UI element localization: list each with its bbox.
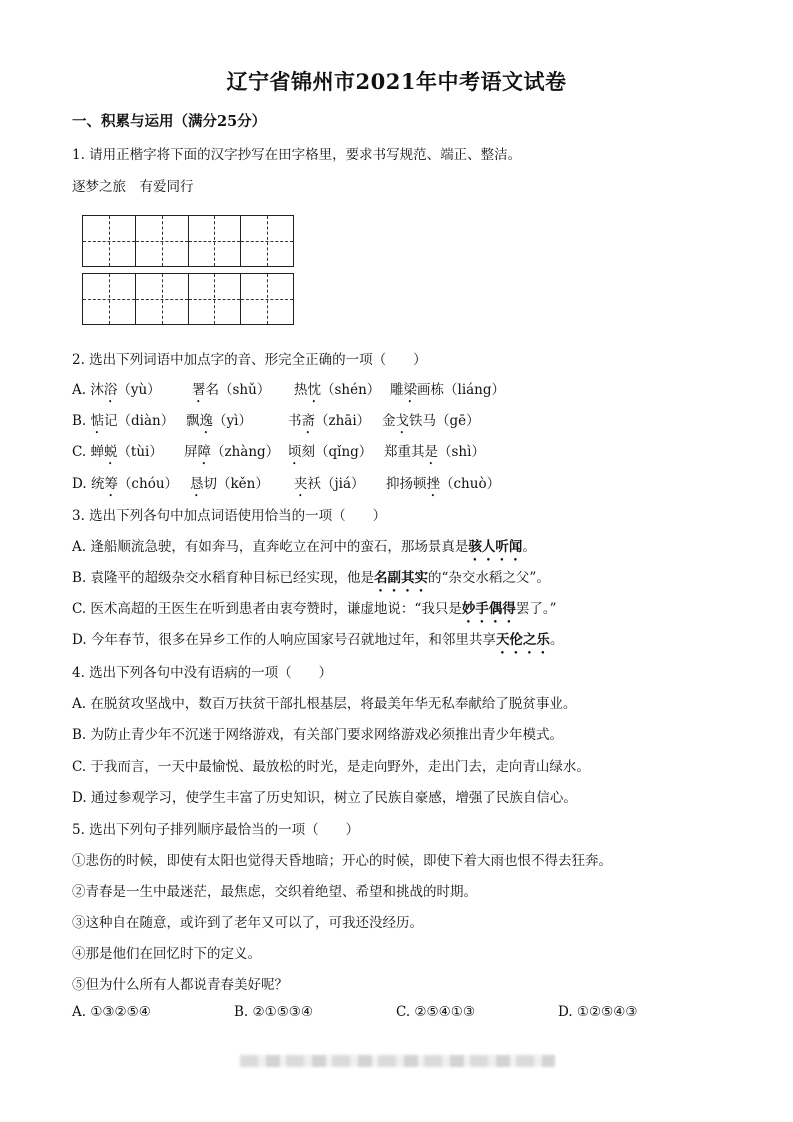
q2-option-c-word-1: C. 蝉蜕（tùi） <box>72 444 163 460</box>
grid-cell <box>83 274 136 324</box>
q4-stem: 4. 选出下列各句中没有语病的一项（ ） <box>72 665 333 681</box>
q2-option-a-word-1: A. 沐浴（yù） <box>72 382 161 398</box>
grid-cell <box>241 216 293 266</box>
tianzige-grid-row-2 <box>82 273 294 325</box>
q5-option-b: B. ②①⑤③④ <box>234 1004 314 1020</box>
q2-option-a-word-4: 雕梁画栋（liáng） <box>390 382 506 398</box>
q5-sentence-3: ③这种自在随意，或许到了老年又可以了，可我还没经历。 <box>72 915 423 931</box>
q2-option-d-word-2: 恳切（kěn） <box>190 476 269 492</box>
q1-stem: 1. 请用正楷字将下面的汉字抄写在田字格里，要求书写规范、端正、整洁。 <box>72 147 522 163</box>
q5-sentence-5: ⑤但为什么所有人都说青春美好呢？ <box>72 977 288 993</box>
grid-cell <box>189 274 242 324</box>
q2-option-d-word-1: D. 统筹（chóu） <box>72 476 179 492</box>
q2-option-c-word-3: 顷刻（qǐng） <box>288 444 373 460</box>
q2-option-a-word-2: 署名（shǔ） <box>192 382 271 398</box>
q2-option-b-word-3: 书斋（zhāi） <box>288 413 371 429</box>
q2-option-b-word-4: 金戈铁马（gē） <box>382 413 480 429</box>
q2-stem: 2. 选出下列词语中加点字的音、形完全正确的一项（ ） <box>72 352 427 368</box>
q3-option-c: C. 医术高超的王医生在听到患者由衷夸赞时，谦虚地说：“我只是妙手偶得罢了。” <box>72 601 557 617</box>
q4-option-a: A. 在脱贫攻坚战中，数百万扶贫干部扎根基层，将最美年华无私奉献给了脱贫事业。 <box>72 696 577 712</box>
q3-stem: 3. 选出下列各句中加点词语使用恰当的一项（ ） <box>72 508 387 524</box>
q5-sentence-4: ④那是他们在回忆时下的定义。 <box>72 946 261 962</box>
page-title: 辽宁省锦州市2021年中考语文试卷 <box>226 69 567 94</box>
grid-cell <box>136 216 189 266</box>
grid-cell <box>241 274 293 324</box>
q5-option-c: C. ②⑤④①③ <box>396 1004 475 1020</box>
section-heading: 一、积累与运用（满分25分） <box>72 113 267 130</box>
grid-cell <box>83 216 136 266</box>
blurred-footer-watermark <box>240 1055 555 1067</box>
q4-option-c: C. 于我而言，一天中最愉悦、最放松的时光，是走向野外，走出门去，走向青山绿水。 <box>72 759 590 775</box>
tianzige-grid-row-1 <box>82 215 294 267</box>
q4-option-b: B. 为防止青少年不沉迷于网络游戏，有关部门要求网络游戏必须推出青少年模式。 <box>72 727 564 743</box>
q3-option-d: D. 今年春节，很多在异乡工作的人响应国家号召就地过年，和邻里共享天伦之乐。 <box>72 632 564 648</box>
q2-option-d-word-3: 夹袄（jiá） <box>294 476 365 492</box>
grid-cell <box>189 216 242 266</box>
grid-cell <box>136 274 189 324</box>
q2-option-c-word-2: 屏障（zhàng） <box>184 444 280 460</box>
q1-phrase: 逐梦之旅 有爱同行 <box>72 179 194 195</box>
q2-option-c-word-4: 郑重其是（shì） <box>384 444 485 460</box>
q3-option-b: B. 袁隆平的超级杂交水稻育种目标已经实现，他是名副其实的“杂交水稻之父”。 <box>72 570 550 586</box>
q2-option-b-word-2: 飘逸（yì） <box>186 413 252 429</box>
q2-option-b-word-1: B. 惦记（diàn） <box>72 413 175 429</box>
q4-option-d: D. 通过参观学习，使学生丰富了历史知识，树立了民族自豪感，增强了民族自信心。 <box>72 790 577 806</box>
q2-option-a-word-3: 热忱（shén） <box>294 382 381 398</box>
q5-sentence-1: ①悲伤的时候，即使有太阳也觉得天昏地暗；开心的时候，即使下着大雨也恨不得去狂奔。 <box>72 853 612 869</box>
q5-option-d: D. ①②⑤④③ <box>558 1004 638 1020</box>
q5-stem: 5. 选出下列句子排列顺序最恰当的一项（ ） <box>72 822 360 838</box>
q5-option-a: A. ①③②⑤④ <box>72 1004 151 1020</box>
q2-option-d-word-4: 抑扬顿挫（chuò） <box>386 476 501 492</box>
q3-option-a: A. 逢船顺流急驶，有如奔马，直奔屹立在河中的蛮石，那场景真是骇人听闻。 <box>72 539 536 555</box>
q5-sentence-2: ②青春是一生中最迷茫，最焦虑，交织着绝望、希望和挑战的时期。 <box>72 884 477 900</box>
